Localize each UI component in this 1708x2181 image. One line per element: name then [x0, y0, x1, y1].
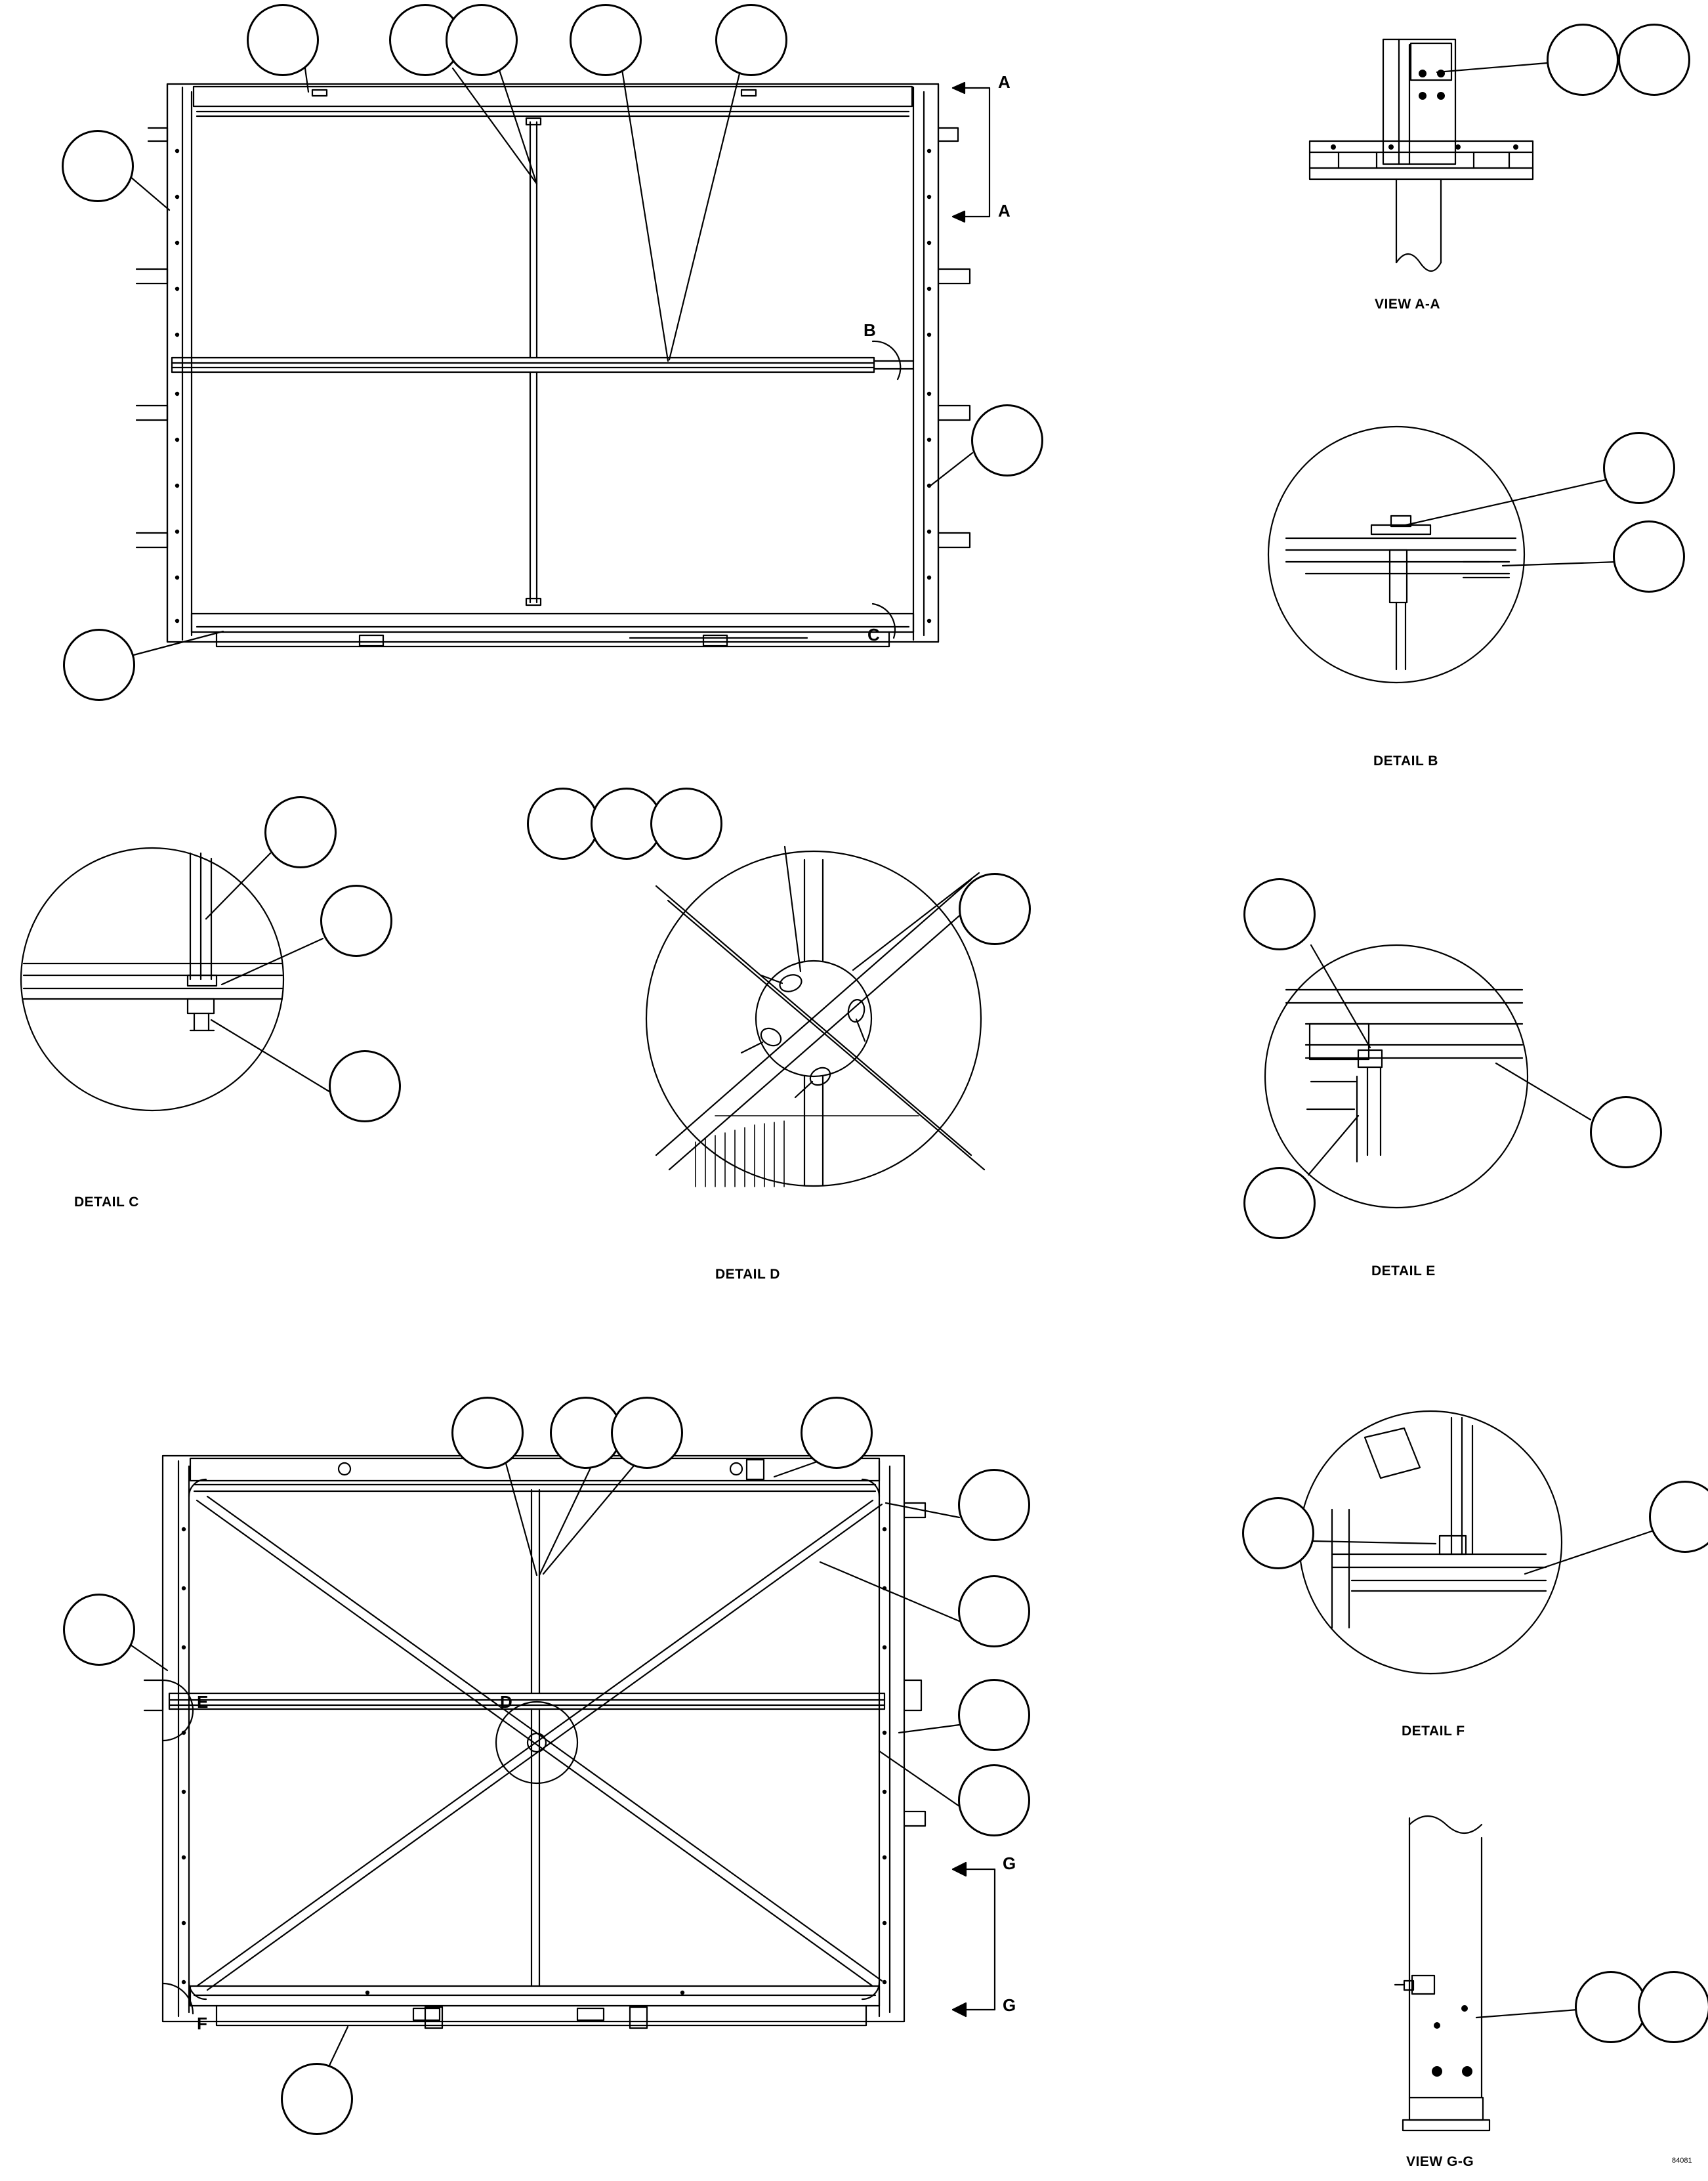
detail-f-drawing — [1299, 1411, 1657, 1674]
callout-bubble[interactable] — [1575, 1971, 1647, 2043]
detail-e-drawing — [1265, 945, 1591, 1208]
section-mark-g-bottom: G — [1003, 1995, 1016, 2015]
view-g-g-drawing — [1395, 1816, 1577, 2130]
section-mark-a-top: A — [998, 72, 1010, 92]
main-front-view — [125, 68, 989, 656]
caption-detail-f: DETAIL F — [1402, 1724, 1465, 1739]
callout-bubble[interactable] — [1243, 878, 1316, 950]
callout-bubble[interactable] — [63, 1594, 135, 1666]
section-mark-g-top: G — [1003, 1853, 1016, 1873]
caption-detail-e: DETAIL E — [1371, 1263, 1436, 1279]
caption-detail-c: DETAIL C — [74, 1195, 139, 1210]
callout-bubble[interactable] — [958, 1764, 1030, 1836]
callout-bubble[interactable] — [1242, 1497, 1314, 1569]
callout-bubble[interactable] — [1590, 1096, 1662, 1168]
callout-bubble[interactable] — [264, 796, 337, 868]
callout-bubble[interactable] — [247, 4, 319, 76]
callout-bubble[interactable] — [527, 788, 599, 860]
callout-bubble[interactable] — [451, 1397, 524, 1469]
callout-bubble[interactable] — [801, 1397, 873, 1469]
callout-bubble[interactable] — [958, 1469, 1030, 1541]
callout-bubble[interactable] — [1613, 520, 1685, 593]
detail-b-drawing — [1268, 427, 1618, 683]
detail-d-drawing — [646, 847, 984, 1187]
caption-detail-b: DETAIL B — [1373, 753, 1438, 769]
callout-bubble[interactable] — [446, 4, 518, 76]
callout-bubble[interactable] — [1243, 1167, 1316, 1239]
detail-mark-f: F — [197, 2014, 207, 2033]
detail-mark-b: B — [864, 320, 876, 340]
main-rear-view — [125, 1456, 995, 2079]
callout-bubble[interactable] — [1638, 1971, 1708, 2043]
callout-bubble[interactable] — [62, 130, 134, 202]
callout-bubble[interactable] — [63, 629, 135, 701]
caption-view-g-g: VIEW G-G — [1406, 2154, 1474, 2169]
callout-bubble[interactable] — [715, 4, 787, 76]
callout-bubble[interactable] — [1603, 432, 1675, 504]
callout-bubble[interactable] — [959, 873, 1031, 945]
callout-bubble[interactable] — [958, 1575, 1030, 1647]
callout-bubble[interactable] — [1618, 24, 1690, 96]
callout-bubble[interactable] — [611, 1397, 683, 1469]
caption-detail-d: DETAIL D — [715, 1267, 780, 1282]
detail-mark-e: E — [197, 1692, 209, 1712]
callout-bubble[interactable] — [320, 885, 392, 957]
section-mark-a-bottom: A — [998, 201, 1010, 221]
detail-c-drawing — [21, 848, 331, 1111]
detail-mark-d: D — [500, 1692, 512, 1712]
document-number: 84081 — [1672, 2157, 1692, 2165]
callout-bubble[interactable] — [1547, 24, 1619, 96]
callout-bubble[interactable] — [971, 404, 1043, 476]
detail-mark-c: C — [867, 625, 880, 645]
callout-bubble[interactable] — [650, 788, 722, 860]
callout-bubble[interactable] — [281, 2063, 353, 2135]
callout-bubble[interactable] — [329, 1050, 401, 1122]
view-a-a-drawing — [1310, 39, 1555, 271]
callout-bubble[interactable] — [958, 1679, 1030, 1751]
callout-bubble[interactable] — [570, 4, 642, 76]
caption-view-a-a: VIEW A-A — [1375, 297, 1441, 312]
